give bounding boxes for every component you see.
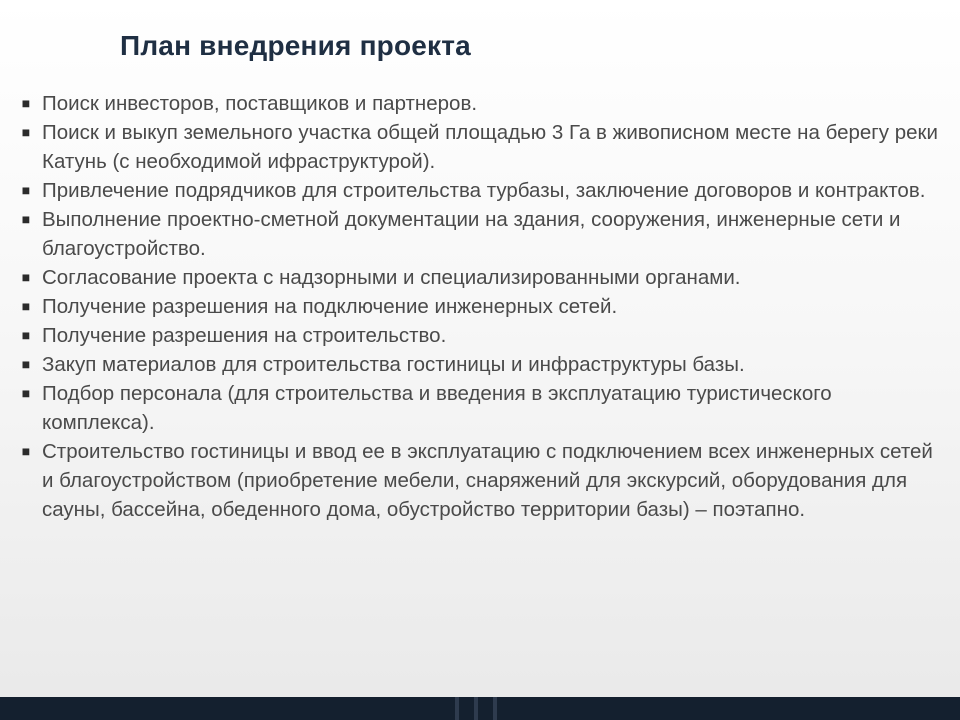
bullet-text: Согласование проекта с надзорными и специализированными органами. — [42, 266, 741, 289]
bullet-item-land-plot — [18, 118, 948, 176]
square-bullet-icon: ■ — [21, 385, 31, 401]
square-bullet-icon: ■ — [21, 298, 31, 314]
square-bullet-icon: ■ — [21, 356, 31, 372]
bullet-item-materials — [18, 350, 948, 379]
bullet-text: Привлечение подрядчиков для строительства турбазы, заключение договоров и контрактов. — [42, 179, 926, 202]
bullet-text: Подбор персонала (для строительства и введения в эксплуатацию туристического комплекса). — [42, 382, 832, 434]
square-bullet-icon: ■ — [21, 124, 31, 140]
bullet-item-staff — [18, 379, 948, 437]
square-bullet-icon: ■ — [21, 327, 31, 343]
bullet-item-design-documentation — [18, 205, 948, 263]
square-bullet-icon: ■ — [21, 443, 31, 459]
footer-bar — [0, 697, 960, 720]
bullet-item-hotel-construction — [18, 437, 948, 524]
bullet-text: Получение разрешения на подключение инженерных сетей. — [42, 295, 618, 318]
square-bullet-icon: ■ — [21, 269, 31, 285]
footer-stripe — [474, 697, 478, 720]
square-bullet-icon: ■ — [21, 182, 31, 198]
bullet-text: Получение разрешения на строительство. — [42, 324, 447, 347]
slide-title: План внедрения проекта — [120, 30, 471, 61]
bullet-text: Закуп материалов для строительства гостиницы и инфраструктуры базы. — [42, 353, 745, 376]
bullet-text: Поиск и выкуп земельного участка общей площадью 3 Га в живописном месте на берегу реки Катунь (с необходимой ифраструктурой). — [42, 121, 938, 173]
bullet-item-approval — [18, 263, 948, 292]
square-bullet-icon: ■ — [21, 95, 31, 111]
bullet-text: Строительство гостиницы и ввод ее в эксплуатацию с подключением всех инженерных сетей и благоустройством (приобретение мебели, снаряжений для экскурсий, оборудования для сауны, бассейна, обеденного дома, обустройство территории базы) – поэтапно. — [42, 440, 933, 521]
bullet-item-construction-permit — [18, 321, 948, 350]
bullet-list — [18, 89, 948, 524]
square-bullet-icon: ■ — [21, 211, 31, 227]
bullet-item-investors — [18, 89, 948, 118]
bullet-item-contractors — [18, 176, 948, 205]
bullet-text: Выполнение проектно-сметной документации на здания, сооружения, инженерные сети и благоустройство. — [42, 208, 901, 260]
bullet-text: Поиск инвесторов, поставщиков и партнеров. — [42, 92, 478, 115]
footer-stripe — [493, 697, 497, 720]
bullet-item-utilities-permit — [18, 292, 948, 321]
footer-stripe — [455, 697, 459, 720]
